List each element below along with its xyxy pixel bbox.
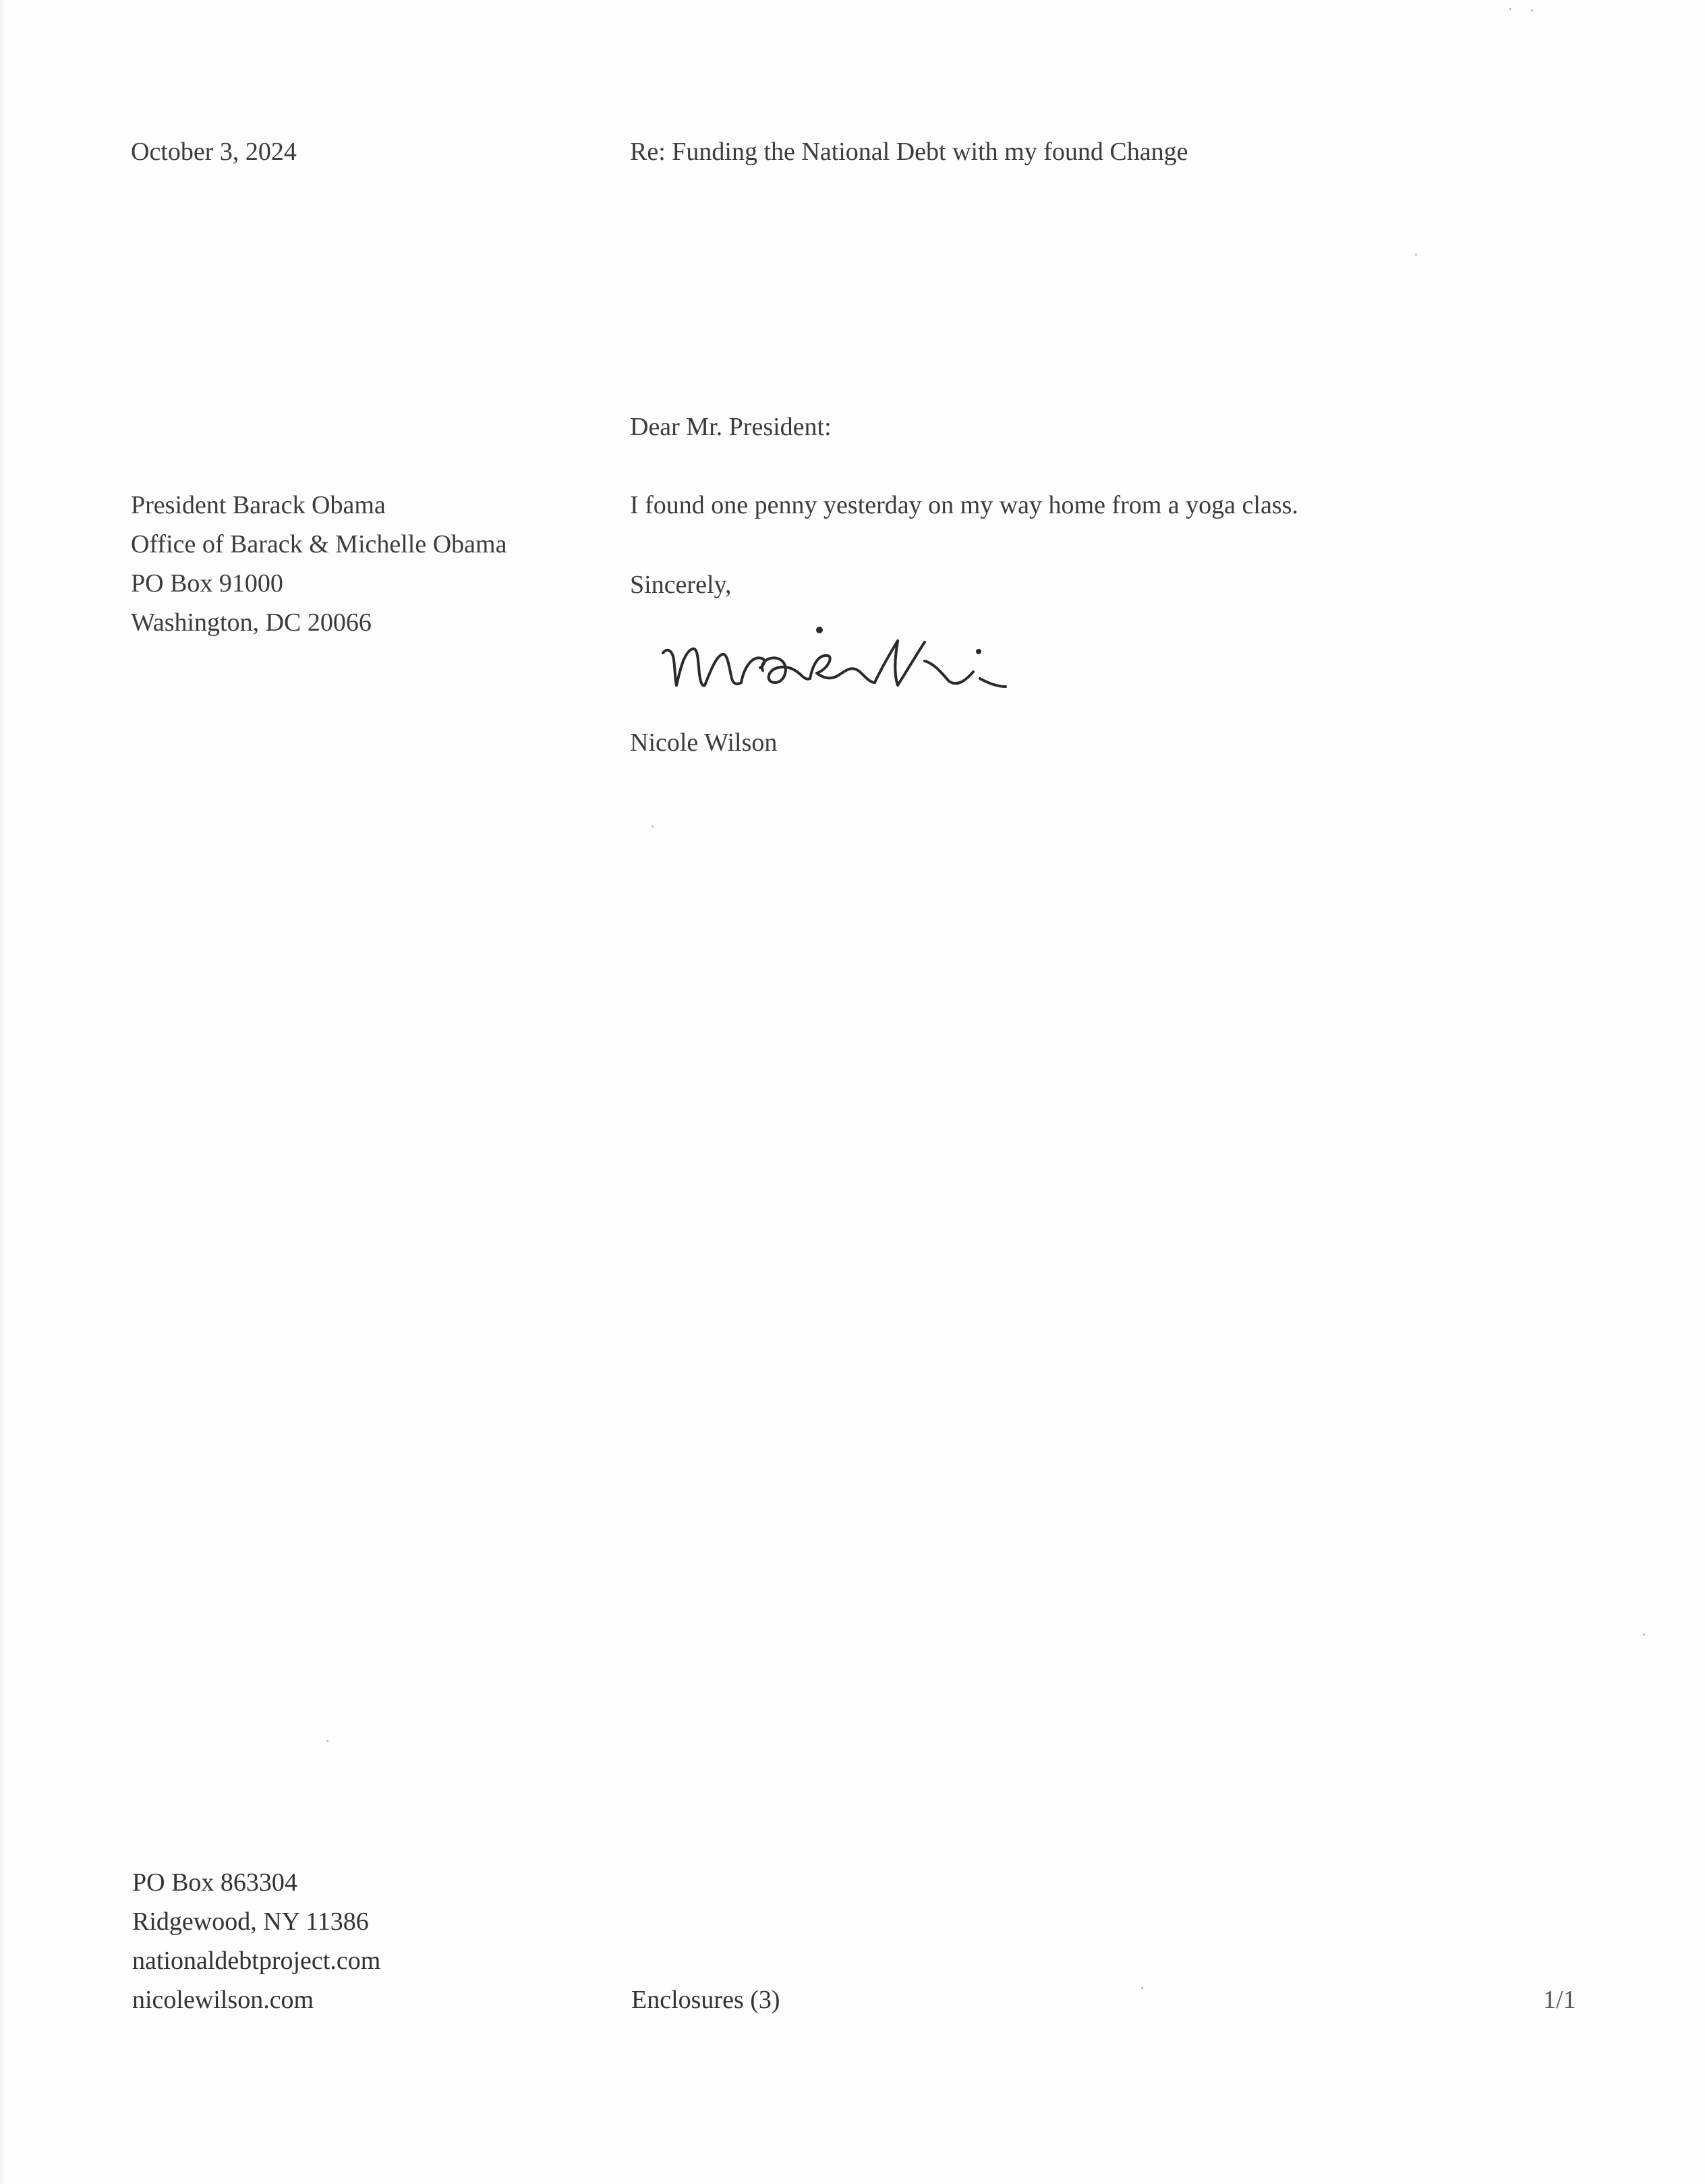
scan-speck: [326, 1740, 328, 1742]
sender-line: nationaldebtproject.com: [132, 1947, 381, 1975]
scan-speck: [652, 826, 654, 828]
scan-speck: [1415, 254, 1417, 256]
recipient-line: Washington, DC 20066: [131, 608, 372, 637]
recipient-line: Office of Barack & Michelle Obama: [131, 530, 507, 558]
page-number: 1/1: [1543, 1986, 1576, 2014]
scan-speck: [1509, 8, 1511, 10]
letter-date: October 3, 2024: [131, 138, 297, 166]
sender-line: nicolewilson.com: [132, 1986, 314, 2014]
signature-icon: [658, 621, 1008, 701]
recipient-address: [131, 486, 507, 642]
scan-edge-shadow: [0, 0, 4, 2184]
signer-name: Nicole Wilson: [630, 728, 778, 757]
recipient-line: President Barack Obama: [131, 491, 386, 519]
recipient-line: PO Box 91000: [131, 569, 283, 598]
salutation: Dear Mr. President:: [630, 413, 832, 441]
letter-body: I found one penny yesterday on my way home from a yoga class.: [630, 491, 1298, 519]
sender-line: Ridgewood, NY 11386: [132, 1907, 369, 1936]
sender-address: [132, 1863, 380, 2019]
scan-speck: [1141, 1987, 1143, 1989]
letter-subject: Re: Funding the National Debt with my found Change: [630, 138, 1188, 166]
scan-speck: [1531, 9, 1533, 11]
scan-speck: [1643, 1634, 1645, 1636]
enclosures-note: Enclosures (3): [631, 1986, 780, 2014]
sender-line: PO Box 863304: [132, 1868, 297, 1897]
closing: Sincerely,: [630, 571, 732, 599]
